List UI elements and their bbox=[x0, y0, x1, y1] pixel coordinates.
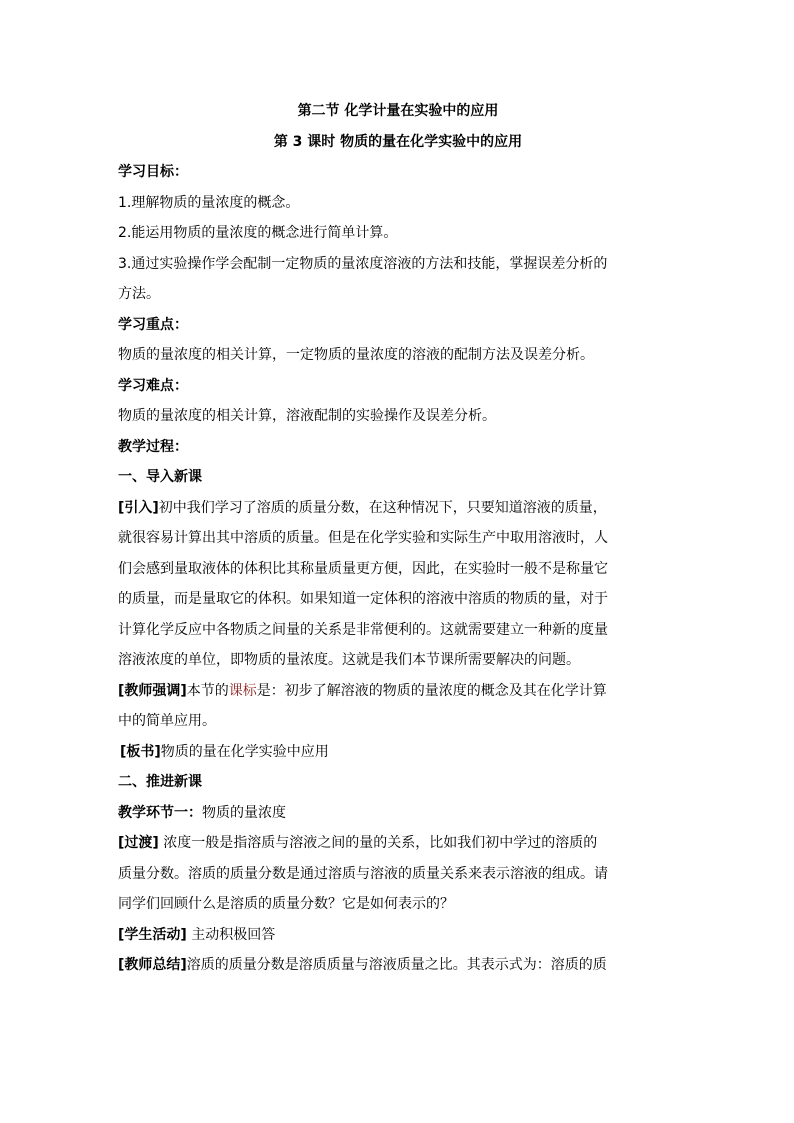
transition-text: 浓度一般是指溶质与溶液之间的量的关系，比如我们初中学过的溶质的 bbox=[158, 835, 598, 851]
keypoints-heading: 学习重点： bbox=[118, 316, 188, 333]
transition-paragraph-line: 同学们回顾什么是溶质的质量分数？它是如何表示的？ bbox=[118, 896, 454, 912]
intro-text: 初中我们学习了溶质的质量分数，在这种情况下，只要知道溶液的质量， bbox=[158, 499, 607, 516]
emphasis-highlight: 课标 bbox=[228, 682, 257, 699]
emphasis-tag: [教师强调] bbox=[118, 682, 187, 699]
goal-item-2: 2.能运用物质的量浓度的概念进行简单计算。 bbox=[118, 225, 398, 241]
emphasis-post: 是：初步了解溶液的物质的量浓度的概念及其在化学计算 bbox=[256, 682, 607, 699]
board-tag: [板书] bbox=[120, 743, 161, 760]
transition-paragraph-line: 质量分数。溶质的质量分数是通过溶质与溶液的质量关系来表示溶液的组成。请 bbox=[118, 865, 608, 882]
activity-text: 主动积极回答 bbox=[186, 926, 276, 943]
section-heading-2: 二、推进新课 bbox=[118, 774, 202, 790]
activity-line bbox=[118, 920, 678, 951]
keypoints-text: 物质的量浓度的相关计算，一定物质的量浓度的溶液的配制方法及误差分析。 bbox=[118, 347, 594, 363]
step-line bbox=[118, 798, 678, 829]
intro-paragraph-line: 们会感到量取液体的体积比其称量质量更方便，因此，在实验时一般不是称量它 bbox=[118, 560, 608, 577]
summary-tag: [教师总结] bbox=[118, 957, 187, 973]
intro-paragraph-line: 的质量，而是量取它的体积。如果知道一定体积的溶液中溶质的物质的量，对于 bbox=[118, 591, 608, 607]
step-text: 物质的量浓度 bbox=[202, 804, 286, 821]
intro-paragraph-line: 溶液浓度的单位，即物质的量浓度。这就是我们本节课所需要解决的问题。 bbox=[118, 652, 580, 668]
difficulties-text: 物质的量浓度的相关计算，溶液配制的实验操作及误差分析。 bbox=[118, 408, 496, 424]
emphasis-pre: 本节的 bbox=[186, 682, 229, 699]
intro-paragraph-line: 计算化学反应中各物质之间量的关系是非常便利的。这就需要建立一种新的度量 bbox=[118, 621, 608, 638]
document-page bbox=[118, 96, 678, 981]
section-heading-1: 一、导入新课 bbox=[118, 469, 202, 485]
activity-tag: [学生活动] bbox=[118, 926, 187, 943]
board-line bbox=[118, 737, 678, 768]
document-title: 第二节 化学计量在实验中的应用 bbox=[297, 103, 499, 119]
intro-paragraph-line bbox=[118, 493, 678, 524]
summary-text: 溶质的质量分数是溶质质量与溶液质量之比。其表示式为：溶质的质 bbox=[186, 957, 607, 973]
intro-paragraph-line: 就很容易计算出其中溶质的质量。但是在化学实验和实际生产中取用溶液时，人 bbox=[118, 530, 608, 546]
emphasis-paragraph-line bbox=[118, 676, 678, 707]
difficulties-heading: 学习难点： bbox=[118, 377, 188, 394]
goal-item-1: 1.理解物质的量浓度的概念。 bbox=[118, 194, 300, 211]
intro-tag: [引入] bbox=[118, 499, 159, 516]
goals-heading: 学习目标： bbox=[118, 164, 188, 180]
step-tag: 教学环节一： bbox=[118, 804, 202, 821]
transition-tag: [过渡] bbox=[118, 835, 159, 851]
document-subtitle: 第 3 课时 物质的量在化学实验中的应用 bbox=[273, 133, 523, 150]
summary-line bbox=[118, 950, 678, 981]
process-heading: 教学过程： bbox=[118, 438, 188, 455]
emphasis-paragraph-line: 中的简单应用。 bbox=[118, 713, 216, 729]
goal-item-3: 3.通过实验操作学会配制一定物质的量浓度溶液的方法和技能，掌握误差分析的 bbox=[118, 255, 608, 272]
transition-paragraph-line bbox=[118, 828, 678, 859]
goal-item-3-continued: 方法。 bbox=[118, 286, 160, 302]
board-text: 物质的量在化学实验中应用 bbox=[160, 743, 329, 760]
